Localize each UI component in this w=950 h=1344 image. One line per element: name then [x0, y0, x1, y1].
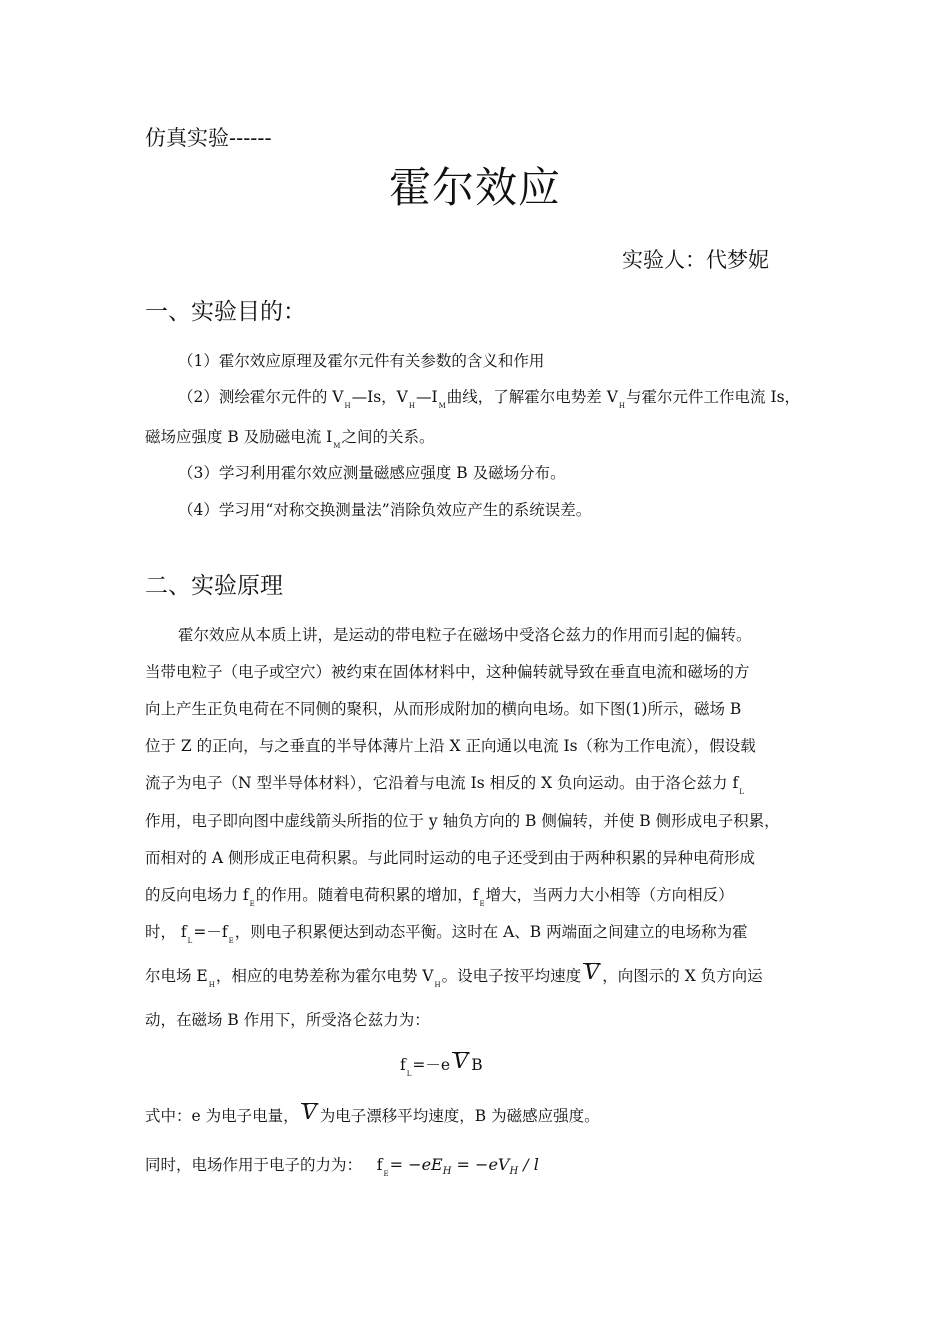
- equation-lorentz: $f_L=-e$ V B: [400, 1049, 483, 1078]
- paragraph-line: 霍尔效应从本质上讲，是运动的带电粒子在磁场中受洛仑兹力的作用而引起的偏转。: [178, 626, 752, 644]
- author: 实验人：代梦妮: [622, 248, 769, 272]
- paragraph-line: 向上产生正负电荷在不同侧的聚积，从而形成附加的横向电场。如下图(1)所示，磁场 B: [145, 700, 742, 718]
- section-heading-principle: 二、实验原理: [145, 573, 283, 599]
- mean-velocity-symbol: V: [584, 960, 600, 984]
- objective-item-2-cont: 磁场应强度 B 及励磁电流 $I_M$之间的关系。: [145, 428, 435, 450]
- objective-item-4: （4）学习用“对称交换测量法”消除负效应产生的系统误差。: [178, 501, 592, 519]
- pretitle: 仿真实验------: [145, 126, 272, 150]
- paragraph-line: 时， $f_L=-f_E$，则电子积累便达到动态平衡。这时在 A、B 两端面之间建立的电场称为霍: [145, 923, 748, 945]
- paragraph-line: 作用，电子即向图中虚线箭头所指的位于 y 轴负方向的 B 侧偏转，并使 B 侧形成电子积累，: [145, 812, 780, 830]
- section-heading-objectives: 一、实验目的：: [145, 299, 306, 325]
- page-title: 霍尔效应: [388, 163, 561, 212]
- paragraph-line: 而相对的 A 侧形成正电荷积累。与此同时运动的电子还受到由于两种积累的异种电荷形成: [145, 849, 756, 867]
- objective-item-3: （3）学习利用霍尔效应测量磁感应强度 B 及磁场分布。: [178, 464, 566, 482]
- objective-item-2: （2）测绘霍尔元件的 $V_H—Is$，$V_H—I_M$曲线，了解霍尔电势差 $V_H$与霍尔元件工作电流 Is，: [178, 388, 801, 410]
- paragraph-line: 流子为电子（N 型半导体材料），它沿着与电流 Is 相反的 X 负向运动。由于洛仑兹力 $f_L$: [145, 774, 744, 796]
- paragraph-line: 的反向电场力 $f_E$的作用。随着电荷积累的增加，$f_E$增大，当两力大小相等（方向相反）: [145, 886, 734, 908]
- mean-velocity-symbol: V: [453, 1049, 469, 1073]
- objective-item-1: （1）霍尔效应原理及霍尔元件有关参数的含义和作用: [178, 352, 545, 370]
- paragraph-line: 式中：e 为电子电量， V 为电子漂移平均速度，B 为磁感应强度。: [145, 1100, 600, 1125]
- paragraph-line: 同时，电场作用于电子的力为： $f_E= -eE_H = -eV_H / l$: [145, 1155, 539, 1178]
- paragraph-line: 尔电场 $E_H$，相应的电势差称为霍尔电势 $V_H$。设电子按平均速度 V ，向图示的 X 负方向运: [145, 960, 763, 989]
- paragraph-line: 动，在磁场 B 作用下，所受洛仑兹力为：: [145, 1011, 430, 1029]
- equation-electric-force: = $-eE_H = -eV_H / l$: [389, 1155, 539, 1177]
- paragraph-line: 当带电粒子（电子或空穴）被约束在固体材料中，这种偏转就导致在垂直电流和磁场的方: [145, 663, 750, 681]
- paragraph-line: 位于 Z 的正向，与之垂直的半导体薄片上沿 X 正向通以电流 Is（称为工作电流），假设载: [145, 737, 756, 755]
- mean-velocity-symbol: V: [301, 1100, 317, 1124]
